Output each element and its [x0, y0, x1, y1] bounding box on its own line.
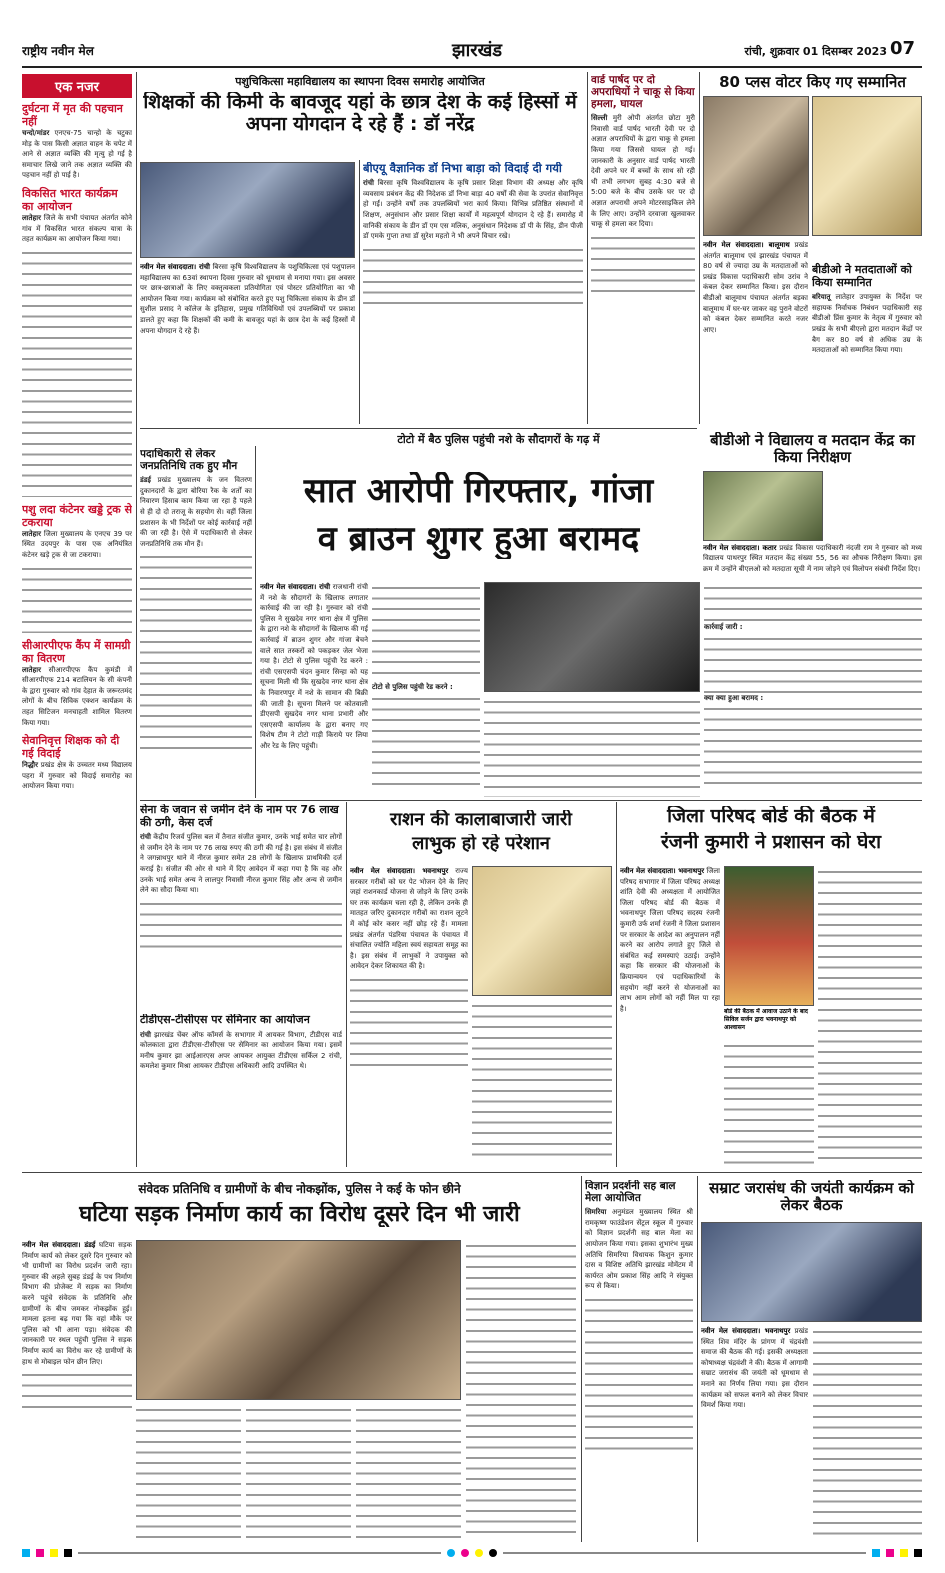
article-text: प्रखंड अंतर्गत बालूमाथ एवं झारखंड पंचायत में 80 वर्ष से ज्यादा उम्र के मतदाताओं को प्रखंड विकास पदाधिकारी सोम उरांव ने कंबल देकर सम्मानित किया। इस दौरान बीडीओ बालूमाथ पंचायत अंतर्गत बड़का बालूमाथ में घर-घर जाकर वह पुराने वोटरों को कंबल देकर सम्मानित करते नजर आए।: [703, 241, 808, 334]
text-filler: [704, 582, 922, 622]
brief-lead: चन्दो/मांडर: [22, 129, 50, 137]
story-jarasandh-col1: [701, 1326, 808, 1540]
brief-item: [22, 734, 132, 792]
text-filler: [356, 1404, 461, 1540]
page-number: 07: [890, 38, 916, 59]
text-filler: [136, 1404, 241, 1540]
text-filler: [704, 633, 922, 693]
brief-title: विकसित भारत कार्यक्रम का आयोजन: [22, 186, 118, 213]
brief-title: दुर्घटना में मृत की पहचान नहीं: [22, 102, 123, 128]
byline: नवीन मेल संवाददाता। डंडई: [22, 1241, 96, 1249]
color-rule: [78, 1552, 441, 1554]
byline: नवीन मेल संवाददाता। रांची: [260, 583, 331, 591]
article-text: प्रखंड मुख्यालय के जन वितरण दुकानदारों के द्वारा बोरिया रैक के शर्तों का निवारण हिसाब काम किया जा रहा है पहले से ही दो दो तराजू के सहयोग से। वहीं जिला प्रशासन के भी निर्देशों पर कोई कार्रवाई नहीं की जा रही है। ऐसे में पदाधिकारी से लेकर जनप्रतिनिधि तक मौन हैं।: [140, 476, 252, 548]
byline: नवीन मेल संवाददाता। भवनाथपुर: [620, 867, 705, 875]
registration-bar: [22, 1548, 922, 1558]
text-filler: [22, 1369, 132, 1409]
headline-road: घटिया सड़क निर्माण कार्य का विरोध दूसरे दिन भी जारी: [79, 1202, 520, 1227]
brief-filler: [22, 563, 132, 633]
lead-place: बरियातू: [812, 293, 831, 302]
story-vet-body: [140, 262, 355, 422]
brief-text: [22, 128, 132, 181]
text-filler: [585, 1294, 693, 1454]
article-text: बिरसा कृषि विश्वविद्यालय के पशुचिकित्सा एवं पशुपालन महाविद्यालय का 63वां स्थापना दिवस गुरुवार को धूमधाम से मनाया गया। इस अवसर पर छात्र-छात्राओं के लिए वक्तृत्वकला प्रतियोगिता एवं पोस्टर प्रतियोगिता का भी आयोजन किया गया। कार्यक्रम को संबोधित करते हुए पशु चिकित्सा संकाय के डीन डॉ सुशील प्रसाद ने कॉलेज के इतिहास, प्रमुख गतिविधियों एवं उपलब्धियों पर प्रकाश डालते हुए कहा कि शिक्षकों की कमी के बावजूद यहां के छात्र देश के कई हिस्सों में अपना योगदान दे रहे हैं।: [140, 263, 355, 335]
headline-bau: बीएयू वैज्ञानिक डॉ निभा बाड़ा को विदाई दी गयी: [363, 162, 562, 175]
ek-nazar-column: [22, 74, 132, 914]
brief-body: जिला मुख्यालय के एनएच 39 पर स्थित उदयपुर के पास एक अनियंत्रित कंटेनर खड़े ट्रक से जा टकराया।: [22, 529, 132, 559]
headline-ward: वार्ड पार्षद पर दो अपराधियों ने चाकू से किया हमला, घायल: [591, 74, 695, 111]
section-title: झारखंड: [452, 40, 502, 61]
photo-road-protest: [136, 1240, 461, 1400]
photo-voters-2: [812, 96, 922, 236]
photo-police-raid: [484, 582, 700, 692]
column-rule: [587, 72, 588, 424]
text-filler: [704, 703, 922, 793]
color-swatch: [914, 1549, 922, 1557]
story-bau: [363, 162, 583, 422]
column-rule: [359, 160, 360, 424]
article-text: प्रखंड विकास पदाधिकारी नंदजी राम ने गुरुवार को मध्य विद्यालय पाथरपुर स्थित मतदान केंद्र संख्या 55, 56 का औचक निरीक्षण किया। इस क्रम में उन्होंने बीएलओ को मतदाता सूची में नाम जोड़ने एवं विलोपन संबंधी निर्देश दिए।: [703, 543, 922, 573]
lead-place: डंडई: [140, 476, 151, 485]
text-filler: [466, 1240, 576, 1540]
text-filler: [818, 866, 922, 1164]
text-filler: [140, 551, 252, 751]
ek-nazar-header: एक नजर: [22, 74, 132, 98]
text-filler: [246, 1404, 351, 1540]
paper-logo: राष्ट्रीय नवीन मेल: [22, 44, 94, 58]
byline: नवीन मेल संवाददाता। भवनाथपुर: [350, 867, 449, 875]
column-rule: [697, 1176, 698, 1542]
text-filler: [350, 974, 468, 1074]
brief-text: [22, 760, 132, 792]
byline: नवीन मेल संवाददाता। कतार: [703, 543, 777, 552]
story-zila-col1: [620, 866, 720, 1166]
headline-zila-1: जिला परिषद बोर्ड की बैठक में: [667, 806, 875, 827]
brief-lead: लातेहार: [22, 213, 41, 222]
article-text: झारखंड चेंबर ऑफ कॉमर्स के सभागार में आयकर विभाग, टीडीएस वार्ड कोलकाता द्वारा टीडीएस-टीसीएस पर सेमिनार का आयोजन किया गया। इसमें मनीष कुमार झा आईआरएस अपर आयकर आयुक्त टीडीएस सर्किल 2 रांची, कमलेश कुमार मिश्रा आयकर टीडीएस अधिकारी आदि उपस्थित थे।: [140, 1030, 342, 1071]
story-road-col1: [22, 1240, 132, 1540]
brief-item: [22, 503, 132, 633]
byline: नवीन मेल संवाददाता। रांची: [140, 263, 210, 271]
story-ward: [591, 74, 695, 424]
kicker-police: टोटो में बैठ पुलिस पहुंची नशे के सौदागरों के गढ़ में: [397, 433, 600, 446]
column-rule: [136, 72, 137, 1167]
color-swatch: [872, 1549, 880, 1557]
text-filler: [484, 696, 700, 797]
headline-ration-2: लाभुक हो रहे परेशान: [412, 834, 550, 854]
column-rule: [255, 446, 256, 798]
headline-padadhikari: पदाधिकारी से लेकर जनप्रतिनिधि तक हुए मौन: [140, 448, 238, 473]
color-swatch: [461, 1549, 469, 1557]
article-text: लातेहार उपायुक्त के निर्देश पर सहायक निर्वाचक निबंधन पदाधिकारी सह बीडीओ प्रिंस कुमार के नेतृत्व में गुरुवार को प्रखंड के सभी बीएलो द्वारा मतदान केंद्रों पर बैग कर 80 वर्ष से अधिक उम्र के मतदाताओं को सम्मानित किया गया।: [812, 293, 922, 355]
color-swatch: [900, 1549, 908, 1557]
brief-body: एनएच-75 चान्हो के चटुका मोड़ के पास किसी अज्ञात वाहन के चपेट में आने से अज्ञात व्यक्ति की मृत्यु हो गई है समाचार लिखे जाने तक अज्ञात व्यक्ति की पहचान नहीं हो पाई है।: [22, 129, 132, 180]
brief-title: सीआरपीएफ कैंप में सामग्री का वितरण: [22, 638, 131, 665]
story-ration-col1: [350, 866, 468, 1166]
photo-ration-sacks: [472, 866, 612, 996]
brief-title: पशु लदा कंटेनर खड्डे ट्रक से टकराया: [22, 502, 132, 529]
dateline: रांची, शुक्रवार 01 दिसम्बर 2023: [744, 45, 887, 58]
text-filler: [372, 582, 480, 682]
headline-science: विज्ञान प्रदर्शनी सह बाल मेला आयोजित: [585, 1180, 676, 1205]
column-rule: [616, 802, 617, 1167]
article-text: बिरसा कृषि विश्वविद्यालय के कृषि प्रसार शिक्षा विभाग की अध्यक्ष और कृषि व्यवसाय प्रबंधन केंद्र की निदेशक डॉ निभा बाड़ा 40 वर्षों की सेवा के उपरांत सेवानिवृत्त हो गईं। उन्होंने वर्षों तक उपलब्धियों भरा कार्य किया। विभिन्न प्रतिष्ठित संस्थानों में शिक्षण, अनुसंधान और प्रसार शिक्षा कार्यों में महत्वपूर्ण योगदान दे रहे हैं। समारोह में वानिकी संकाय के डीन डॉ एम एस मलिक, अनुसंधान निदेशक डॉ पी के सिंह, डीन पीजी डॉ एमके गुप्ता तथा डॉ सुरेश महतो ने भी अपने विचार रखे।: [363, 179, 583, 241]
brief-text: [22, 665, 132, 729]
color-swatch: [489, 1549, 497, 1557]
headline-teachers: शिक्षकों की किमी के बावजूद यहां के छात्र देश के कई हिस्सों में अपना योगदान दे रहे हैं : डॉ नरेंद्र: [143, 92, 577, 135]
story-main-col1: [260, 582, 368, 797]
column-rule: [699, 72, 700, 424]
section-rule: [140, 428, 697, 429]
article-text: अनुमंडल मुख्यालय स्थित श्री रामकृष्ण फाउंडेशन सेंट्रल स्कूल में गुरुवार को विज्ञान प्रदर्शनी सह बाल मेला का आयोजन किया गया। इसका शुभारंभ मुख्य अतिथि सिमरिया विधायक किशुन कुमार दास व विशिष्ट अतिथि झारखंड मोमेंटम में कार्यरत ओम प्रकाश सिंह आदि ने संयुक्त रूप से किया।: [585, 1208, 693, 1291]
article-text: राज्य सरकार गरीबों को घर पेट भोजन देने के लिए जहां राशनकार्ड योजना से जोड़ने के लिए उनके घर तक कार्यक्रम चला रही है, लेकिन उनके ही मातहत जरिए दुकानदार गरीबों का राशन लूटने में कोई कोर कसर नहीं छोड़ रहे हैं। मामला प्रखंड अंतर्गत पंडरिया पंचायत के पंचायत में संचालित ज्योति महिला स्वयं सहायता समूह का है। इस संबंध में लाभुकों ने उपायुक्त को आवेदन देकर शिकायत की है।: [350, 867, 468, 971]
story-science: [585, 1180, 693, 1540]
color-swatch: [475, 1549, 483, 1557]
brief-body: सीआरपीएफ कैंप कुमंडी में सीआरपीएफ 214 बटालियन के सी कंपनी के द्वारा गुरुवार को गांव देहात के जरूरतमंद लोगों के बीच सिविक एक्शन कार्यक्रम के तहत सिटिजन मनचाहती शामिल वितरण किया गया।: [22, 665, 132, 727]
text-filler: [363, 244, 583, 304]
brief-item: [22, 639, 132, 729]
brief-title: सेवानिवृत्त शिक्षक को दी गई विदाई: [22, 734, 120, 761]
article-text: प्रखंड स्थित शिव मंदिर के प्रांगण में चंद्रवंशी समाज की बैठक की गई। इसकी अध्यक्षता कोषाध्यक्ष चंद्रवंशी ने की। बैठक में आगामी सम्राट जरासंध की जयंती को धूमधाम से मनाने का निर्णय लिया गया। इस दौरान कार्यक्रम को सफल बनाने को लेकर विचार विमर्श किया गया।: [701, 1327, 808, 1410]
section-rule: [22, 1172, 922, 1173]
brief-lead: लातेहार: [22, 529, 41, 538]
article-text: राजधानी रांची में नशे के सौदागरों के खिलाफ लगातार कार्रवाई की जा रही है। गुरुवार को रांची पुलिस ने सुखदेव नगर थाना क्षेत्र में पुलिस के द्वारा नशे के सौदागरों के खिलाफ की गई कार्रवाई में ब्राउन शुगर और गांजा बेचने वाले सात तस्करों को पकड़कर जेल भेजा गया है। टोटो से पुलिस पहुंची रेड करने : रांची एसएसपी चंदन कुमार सिन्हा को यह सूचना मिली थी कि सुखदेव नगर थाना क्षेत्र के निवारणपुर में नशे के सामान की बिक्री की जाती है। सूचना मिलने पर कोतवाली डीएसपी सुखदेव नगर थाना प्रभारी और एसएसपी कार्यालय के द्वारा बनाए गए विशेष टीम ने टोटो गाड़ी किराये पर लिया और रेड के लिए पहुंची।: [260, 583, 368, 750]
brief-body: प्रखंड क्षेत्र के उच्चतर मध्य विद्यालय पहरा में गुरुवार को विदाई समारोह का आयोजन किया गया।: [22, 761, 132, 791]
byline: नवीन मेल संवाददाता। बालूमाथ: [703, 241, 790, 249]
headline-tds: टीडीएस-टीसीएस पर सेमिनार का आयोजन: [140, 1014, 310, 1026]
color-swatch: [886, 1549, 894, 1557]
lead-place: सिल्ली: [591, 114, 608, 123]
story-bdo-school: [703, 432, 922, 582]
photo-voters-1: [703, 96, 809, 236]
headline-ration-1: राशन की कालाबाजारी जारी: [390, 810, 572, 830]
brief-body: जिले के सभी पंचायत अंतर्गत कोने गांव में विकसित भारत संकल्प यात्रा के तहत कार्यक्रम का आयोजन किया गया।: [22, 213, 132, 244]
headline-zila-2: रंजनी कुमारी ने प्रशासन को घेरा: [661, 832, 881, 853]
brief-item: [22, 102, 132, 181]
subhead: कार्रवाई जारी :: [704, 623, 743, 631]
subhead: टोटो से पुलिस पहुंची रेड करने :: [372, 683, 453, 691]
column-rule: [346, 802, 347, 1167]
article-text: केंद्रीय रिजर्व पुलिस बल में तैनात संजीत कुमार, उनके भाई समेत चार लोगों से जमीन देने के नाम पर 76 लाख रुपए की ठगी की गई है। इस संबंध में संजीत ने जगन्नाथपुर थाने में नीरज कुमार समेत 28 लोगों के खिलाफ प्राथमिकी दर्ज कराई है। संजीत की ओर से थाने में दिए आवेदन में कहा गया है कि वह और उनके भाई समेत अन्य ने लालपुर निवासी नीरज कुमार सिंह और अन्य से जमीन लेने का सौदा किया था।: [140, 833, 342, 895]
story-voters-body: [703, 240, 808, 424]
brief-filler: [22, 247, 132, 497]
headline-main-1: सात आरोपी गिरफ्तार, गांजा: [303, 472, 654, 511]
color-swatch: [36, 1549, 44, 1557]
text-filler: [591, 232, 695, 292]
color-swatch: [64, 1549, 72, 1557]
headline-bdo-school: बीडीओ ने विद्यालय व मतदान केंद्र का किया निरीक्षण: [710, 432, 915, 467]
lead-place: सिमरिया: [585, 1208, 607, 1217]
story-padadhikari: [140, 448, 252, 798]
masthead-rule: [22, 66, 922, 68]
lead-place: रांची: [140, 833, 151, 842]
brief-text: [22, 529, 132, 561]
kicker-vet-college: पशुचिकित्सा महाविद्यालय का स्थापना दिवस समारोह आयोजित: [235, 75, 485, 88]
headline-bdo-voters: बीडीओ ने मतदाताओं को किया सम्मानित: [812, 263, 912, 289]
story-army: [140, 804, 342, 1009]
text-filler: [472, 1000, 612, 1164]
article-text: घटिया सड़क निर्माण कार्य को लेकर दूसरे दिन गुरुवार को भी ग्रामीणों का विरोध प्रदर्शन जारी रहा। गुरुवार की अहले सुबह डंडई के पथ निर्माण विभाग की प्रोजेक्ट में सड़क का निर्माण करने पहुंचे संवेदक के प्रतिनिधि और ग्रामीणों के बीच जमकर नोकझोंक हुई। मामला इतना बढ़ गया कि वहां मौके पर पुलिस को भी आना पड़ा। संवेदक की जानकारी पर स्थल पहुंची पुलिस ने सड़क निर्माण कार्य का विरोध कर रहे ग्रामीणों के हाथ से मोबाइल फोन छीन लिए।: [22, 1241, 132, 1366]
caption-zila: बोर्ड की बैठक में आवाज उठाने के बाद सिविल सर्जन द्वारा भवनाथपुर को आश्वासन: [724, 1008, 808, 1031]
text-filler: [140, 898, 342, 948]
photo-jarasandh-meeting: [701, 1222, 922, 1322]
story-main-col2: [372, 582, 480, 797]
photo-ranjani-kumari: [724, 866, 814, 1006]
color-rule: [503, 1552, 866, 1554]
headline-jarasandh: सम्राट जरासंध की जयंती कार्यक्रम को लेकर बैठक: [709, 1180, 914, 1215]
article-text: जिला परिषद सभागार में जिला परिषद अध्यक्ष शांति देवी की अध्यक्षता में आयोजित जिला परिषद बोर्ड की बैठक में भवनाथपुर जिला परिषद सदस्य रंजनी कुमारी उर्फ शर्मा रंजनी ने जिला प्रशासन पर सरकार के आदेश का अनुपालन नहीं करने का आरोप लगाते हुए जिले से संबंधित कई समस्याएं उठाई। उन्होंने कहा कि सरकार की योजनाओं के क्रियान्वयन एवं पदाधिकारियों के सहयोग नहीं करने से योजनाओं का लाभ आम लोगों को नहीं मिल पा रहा है।: [620, 867, 720, 1013]
headline-army: सेना के जवान से जमीन देने के नाम पर 76 लाख की ठगी, केस दर्ज: [140, 804, 339, 829]
kicker-road: संवेदक प्रतिनिधि व ग्रामीणों के बीच नोकझोंक, पुलिस ने कई के फोन छीने: [138, 1182, 461, 1196]
story-bdo-voters: [812, 240, 922, 424]
text-filler: [724, 1040, 814, 1164]
photo-bdo-school: [703, 471, 823, 541]
color-swatch: [22, 1549, 30, 1557]
byline: नवीन मेल संवाददाता। भवनाथपुर: [701, 1327, 791, 1335]
column-rule: [581, 1176, 582, 1542]
color-swatch: [447, 1549, 455, 1557]
brief-lead: निद्धौर: [22, 761, 38, 770]
section-rule: [140, 800, 922, 801]
text-filler: [813, 1326, 922, 1540]
lead-place: रांची: [363, 179, 374, 188]
photo-vet-ceremony: [140, 162, 355, 258]
story-main-col4: [704, 582, 922, 797]
subhead: क्या क्या हुआ बरामद :: [704, 693, 764, 702]
lead-place: रांची: [140, 1030, 151, 1039]
brief-text: [22, 213, 132, 245]
brief-item: [22, 187, 132, 497]
story-tds: [140, 1014, 342, 1164]
brief-lead: लातेहार: [22, 665, 41, 674]
headline-voters: 80 प्लस वोटर किए गए सम्मानित: [719, 74, 906, 91]
text-filler: [372, 693, 480, 793]
color-swatch: [50, 1549, 58, 1557]
headline-main-2: व ब्राउन शुगर हुआ बरामद: [317, 520, 640, 559]
masthead: [22, 36, 922, 66]
article-text: मुरी ओपी अंतर्गत छोटा मुरी निवासी वार्ड पार्षद भारती देवी पर दो अज्ञात अपराधियों के द्वारा चाकू से हमला किया गया जिससे घायल हो गई। जानकारी के अनुसार वार्ड पार्षद भारती देवी अपने घर में बच्चों के साथ सो रही थी तभी लगभग सुबह 4:30 बजे से 5:00 बजे के बीच उसके घर पर दो अज्ञात अपराधी अपने मोटरसाइकिल लेने के लिए आए। उन्होंने दरवाजा खुलवाकर चाकू से हमला कर दिया।: [591, 114, 695, 229]
